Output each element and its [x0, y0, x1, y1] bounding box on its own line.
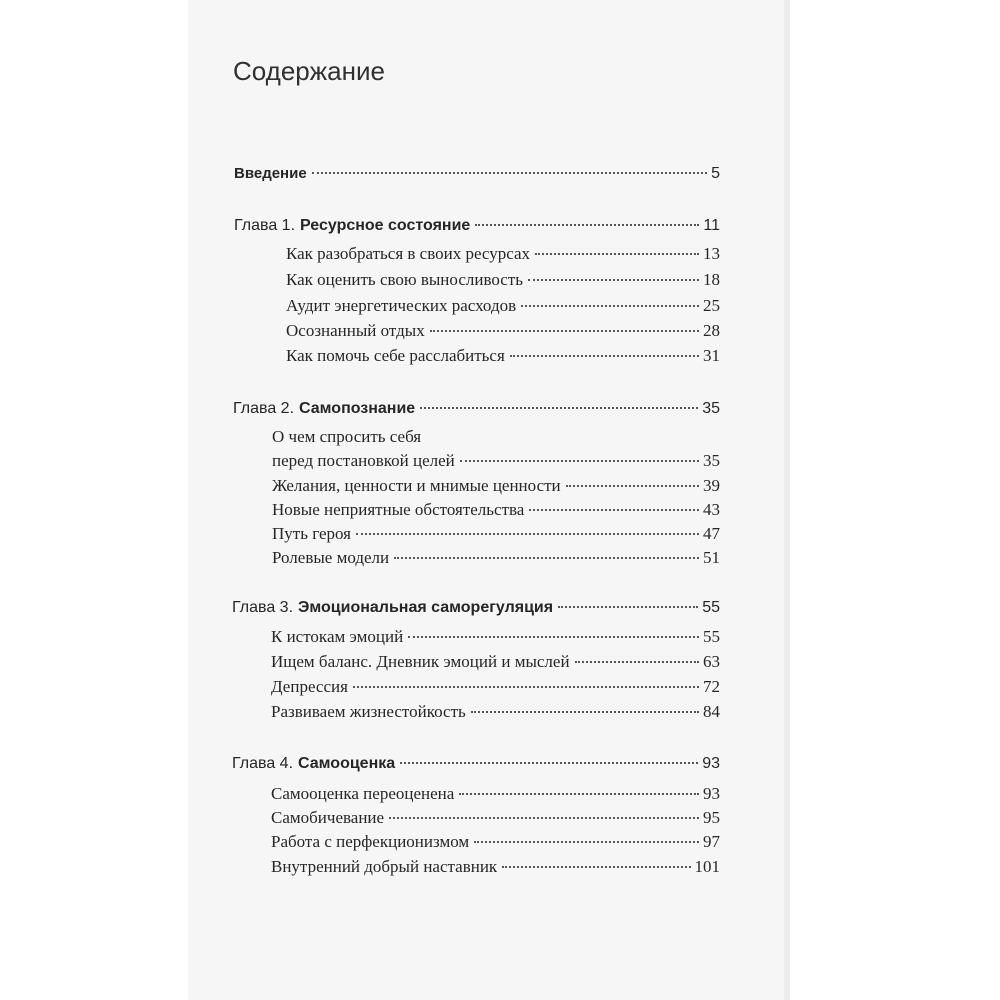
- toc-section: [271, 784, 720, 806]
- dot-leader: [474, 841, 699, 843]
- toc-page-number: 35: [702, 400, 720, 417]
- toc-section-label: Осознанный отдых: [286, 321, 425, 340]
- toc-page-number: 51: [703, 548, 720, 567]
- toc-page-number: 35: [703, 451, 720, 470]
- toc-chapter-4: [232, 754, 720, 776]
- toc-section-label: Ролевые модели: [272, 548, 390, 567]
- dot-leader: [312, 172, 707, 174]
- dot-leader: [475, 224, 699, 226]
- toc-section: [271, 652, 720, 674]
- dot-leader: [471, 711, 699, 713]
- toc-page-number: 63: [703, 652, 720, 671]
- toc-section-label: Работа с перфекционизмом: [271, 832, 470, 851]
- dot-leader: [353, 686, 699, 688]
- dot-leader: [502, 866, 690, 868]
- toc-page-number: 72: [703, 677, 720, 696]
- toc-section: [271, 808, 720, 830]
- dot-leader: [460, 460, 699, 462]
- toc-section: [286, 244, 720, 266]
- toc-page-number: 39: [703, 476, 720, 495]
- chapter-title: Эмоциональная саморегуляция: [298, 599, 554, 616]
- chapter-prefix: Глава 2.: [233, 400, 295, 417]
- toc-page-number: 31: [703, 346, 720, 365]
- toc-section-label: К истокам эмоций: [271, 627, 404, 646]
- toc-section-label: Внутренний добрый наставник: [271, 857, 498, 876]
- dot-leader: [400, 762, 698, 764]
- toc-section-label: перед постановкой целей: [272, 451, 455, 470]
- dot-leader: [558, 606, 698, 608]
- toc-section-label: Новые неприятные обстоятельства: [272, 500, 525, 519]
- chapter-title: Самопознание: [299, 400, 416, 417]
- toc-section-label: Как разобраться в своих ресурсах: [286, 244, 531, 263]
- dot-leader: [430, 330, 699, 332]
- page-title: Содержание: [233, 56, 385, 86]
- toc-section-label-line1: О чем спросить себя: [272, 427, 422, 446]
- dot-leader: [528, 279, 699, 281]
- toc-page-number: 93: [702, 755, 720, 772]
- toc-section: [272, 451, 720, 473]
- toc-section: [271, 677, 720, 699]
- toc-section-label: Аудит энергетических расходов: [286, 296, 517, 315]
- toc-page-number: 18: [703, 270, 720, 289]
- dot-leader: [420, 407, 698, 409]
- dot-leader: [394, 557, 699, 559]
- toc-page-number: 101: [694, 857, 720, 876]
- toc-section: [271, 627, 720, 649]
- toc-section: [286, 321, 720, 343]
- dot-leader: [575, 661, 699, 663]
- toc-page-number: 55: [703, 627, 720, 646]
- dot-leader: [566, 485, 699, 487]
- toc-section: [272, 476, 720, 498]
- chapter-prefix: Глава 1.: [234, 217, 296, 234]
- dot-leader: [510, 355, 699, 357]
- toc-page-number: 11: [703, 217, 720, 234]
- toc-page-number: 55: [702, 599, 720, 616]
- dot-leader: [521, 305, 699, 307]
- toc-chapter-2: [233, 399, 720, 421]
- chapter-prefix: Глава 4.: [232, 755, 294, 772]
- toc-page-number: 28: [703, 321, 720, 340]
- dot-leader: [356, 533, 699, 535]
- toc-section-label: Самобичевание: [271, 808, 385, 827]
- toc-section-label: Как помочь себе расслабиться: [286, 346, 505, 365]
- toc-page-number: 95: [703, 808, 720, 827]
- toc-page-number: 84: [703, 702, 720, 721]
- toc-section: [271, 702, 720, 724]
- toc-section: [272, 548, 720, 570]
- toc-page-number: 13: [703, 244, 720, 263]
- toc-page-number: 47: [703, 524, 720, 543]
- toc-section: [286, 296, 720, 318]
- toc-section: [286, 346, 720, 368]
- dot-leader: [535, 253, 699, 255]
- dot-leader: [459, 793, 699, 795]
- toc-section: [271, 832, 720, 854]
- toc-chapter-3: [232, 598, 720, 620]
- toc-section: [286, 270, 720, 292]
- toc-section-label: Развиваем жизнестойкость: [271, 702, 466, 721]
- toc-entry-intro: [234, 164, 720, 186]
- toc-section: [272, 524, 720, 546]
- chapter-title: Ресурсное состояние: [300, 217, 471, 234]
- toc-section-label: Самооценка переоценена: [271, 784, 455, 803]
- toc-section-label: Как оценить свою выносливость: [286, 270, 524, 289]
- toc-section-label: Желания, ценности и мнимые ценности: [272, 476, 561, 495]
- dot-leader: [529, 509, 699, 511]
- toc-section-label: Ищем баланс. Дневник эмоций и мыслей: [271, 652, 570, 671]
- toc-page-number: 93: [703, 784, 720, 803]
- toc-section-label: Депрессия: [271, 677, 348, 696]
- toc-chapter-1: [234, 216, 720, 238]
- toc-section-label: Путь героя: [272, 524, 351, 543]
- toc-page-number: 43: [703, 500, 720, 519]
- dot-leader: [408, 636, 699, 638]
- chapter-title: Самооценка: [298, 755, 396, 772]
- toc-section: [272, 500, 720, 522]
- chapter-prefix: Глава 3.: [232, 599, 294, 616]
- toc-page-number: 25: [703, 296, 720, 315]
- toc-page-number: 97: [703, 832, 720, 851]
- toc-page-number: 5: [711, 165, 720, 182]
- dot-leader: [389, 817, 699, 819]
- toc-section: [271, 857, 720, 879]
- toc-entry-label: Введение: [234, 165, 307, 182]
